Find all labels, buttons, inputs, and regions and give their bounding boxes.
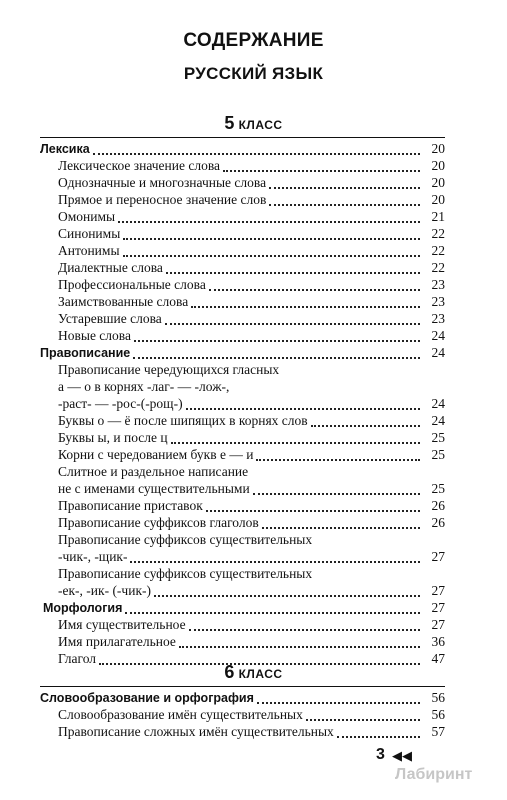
dot-leader — [171, 442, 420, 444]
dot-leader — [154, 595, 420, 597]
toc-entry[interactable] — [40, 344, 445, 361]
toc-entry-title: -раст- — -рос-(-рощ-) — [58, 396, 183, 411]
grade-5-number: 5 — [224, 113, 235, 133]
toc-entry-page: 22 — [431, 260, 445, 275]
dot-leader — [93, 153, 420, 155]
dot-leader — [118, 221, 420, 223]
toc-entry[interactable] — [40, 174, 445, 191]
dot-leader — [262, 527, 420, 529]
toc-entry-title: Имя прилагательное — [58, 634, 176, 649]
dot-leader — [130, 561, 420, 563]
subject-title: РУССКИЙ ЯЗЫК — [183, 64, 324, 83]
dot-leader — [253, 493, 420, 495]
toc-entry[interactable] — [40, 395, 445, 412]
toc-entry[interactable] — [40, 706, 445, 723]
toc-entry-title: Антонимы — [58, 243, 120, 258]
dot-leader — [123, 255, 420, 257]
toc-entry-page: 26 — [431, 515, 445, 530]
toc-entry[interactable] — [40, 429, 445, 446]
arrow-left-icon: ◀◀ — [392, 748, 412, 763]
page-number: 3 — [376, 746, 385, 763]
toc-entry[interactable] — [40, 276, 445, 293]
toc-entry-title: не с именами существительными — [58, 481, 250, 496]
toc-entry-page: 25 — [431, 447, 445, 462]
grade-5-heading — [0, 113, 507, 134]
toc-entry[interactable] — [40, 723, 445, 740]
toc-entry-page: 25 — [431, 430, 445, 445]
dot-leader — [166, 272, 420, 274]
toc-entry-title: Словообразование и орфография — [40, 691, 254, 705]
toc-entry-title: Новые слова — [58, 328, 131, 343]
toc-entry-title: Омонимы — [58, 209, 116, 224]
toc-entry-title: Однозначные и многозначные слова — [58, 175, 267, 190]
toc-entry[interactable] — [40, 548, 445, 565]
dot-leader — [134, 340, 420, 342]
toc-entry-page: 24 — [431, 328, 445, 343]
grade-6-heading — [0, 662, 507, 683]
toc-entry-title[interactable]: Правописание чередующихся гласных — [58, 362, 280, 377]
toc-entry-page: 22 — [431, 243, 445, 258]
toc-entry-title: Лексическое значение слова — [58, 158, 221, 173]
toc-entry-page: 24 — [431, 345, 445, 360]
toc-entry[interactable] — [40, 293, 445, 310]
toc-entry[interactable] — [40, 208, 445, 225]
toc-entry[interactable] — [40, 327, 445, 344]
dot-leader — [165, 323, 420, 325]
toc-entry-page: 27 — [431, 549, 445, 564]
dot-leader — [133, 357, 420, 359]
toc-entry-title: Лексика — [40, 142, 90, 156]
toc-entry[interactable] — [40, 157, 445, 174]
toc-entry[interactable] — [40, 616, 445, 633]
section-divider — [40, 686, 445, 687]
toc-entry-title[interactable]: Слитное и раздельное написание — [58, 464, 249, 479]
dot-leader — [311, 425, 420, 427]
toc-entry-title: Глагол — [58, 651, 97, 666]
toc-entry-title: Имя существительное — [58, 617, 186, 632]
toc-entry-page: 27 — [431, 617, 445, 632]
toc-entry-title: Профессиональные слова — [58, 277, 206, 292]
toc-entry[interactable] — [40, 225, 445, 242]
toc-entry[interactable] — [40, 242, 445, 259]
toc-entry-page: 36 — [431, 634, 445, 649]
dot-leader — [125, 612, 420, 614]
toc-entry[interactable] — [40, 599, 445, 616]
toc-entry-page: 25 — [431, 481, 445, 496]
toc-entry[interactable] — [40, 480, 445, 497]
section-divider — [40, 137, 445, 138]
dot-leader — [186, 408, 420, 410]
toc-entry-title: Прямое и переносное значение слов — [58, 192, 267, 207]
toc-entry[interactable] — [40, 310, 445, 327]
toc-entry[interactable] — [40, 633, 445, 650]
dot-leader — [269, 204, 420, 206]
toc-entry-title: -чик-, -щик- — [58, 549, 128, 564]
toc-entry-title: Буквы ы, и после ц — [58, 430, 168, 445]
toc-entry-page: 20 — [431, 175, 445, 190]
dot-leader — [269, 187, 420, 189]
dot-leader — [123, 238, 420, 240]
toc-entry-page: 56 — [431, 690, 445, 705]
toc-entry-page: 20 — [431, 141, 445, 156]
toc-entry-title: Заимствованные слова — [58, 294, 189, 309]
toc-entry-title: Устаревшие слова — [58, 311, 162, 326]
toc-entry-title: -ек-, -ик- (-чик-) — [58, 583, 151, 598]
toc-entry-title: Морфология — [43, 601, 123, 615]
toc-entry[interactable] — [40, 140, 445, 157]
dot-leader — [337, 736, 420, 738]
toc-entry-page: 21 — [431, 209, 445, 224]
toc-entry-title[interactable]: а — о в корнях -лаг- — -лож-, — [58, 379, 230, 394]
toc-entry-page: 56 — [431, 707, 445, 722]
toc-entry-title[interactable]: Правописание суффиксов существительных — [58, 532, 313, 547]
dot-leader — [256, 459, 420, 461]
toc-entry-page: 20 — [431, 192, 445, 207]
toc-entry-page: 57 — [431, 724, 445, 739]
page-title: СОДЕРЖАНИЕ — [183, 30, 324, 51]
toc-entry[interactable] — [40, 689, 445, 706]
grade-5-word: КЛАСС — [238, 118, 283, 132]
dot-leader — [206, 510, 420, 512]
toc-entry-title: Синонимы — [58, 226, 121, 241]
watermark-logo: Лабиринт — [395, 766, 473, 783]
toc-entry-page: 23 — [431, 277, 445, 292]
grade-6-number: 6 — [224, 662, 235, 682]
grade-6-word: КЛАСС — [238, 667, 283, 681]
toc-entry-title: Правописание — [40, 346, 131, 360]
toc-entry-title: Правописание суффиксов глаголов — [58, 515, 259, 530]
dot-leader — [189, 629, 420, 631]
toc-entry-title[interactable]: Правописание суффиксов существительных — [58, 566, 313, 581]
toc-entry[interactable] — [40, 191, 445, 208]
toc-entry[interactable] — [40, 582, 445, 599]
toc-entry-page: 24 — [431, 413, 445, 428]
toc-entry-title: Правописание сложных имён существительных — [58, 724, 334, 739]
toc-entry[interactable] — [40, 412, 445, 429]
toc-entry-page: 22 — [431, 226, 445, 241]
toc-entry-title: Корни с чередованием букв е — и — [58, 447, 254, 462]
dot-leader — [179, 646, 420, 648]
toc-entry-title: Диалектные слова — [58, 260, 163, 275]
toc-entry-page: 20 — [431, 158, 445, 173]
dot-leader — [257, 702, 420, 704]
toc-entry-page: 27 — [431, 600, 445, 615]
toc-entry-title: Правописание приставок — [58, 498, 203, 513]
dot-leader — [306, 719, 420, 721]
toc-entry-title: Словообразование имён существительных — [58, 707, 303, 722]
toc-entry-page: 23 — [431, 311, 445, 326]
toc-entry-title: Буквы о — ё после шипящих в корнях слов — [58, 413, 308, 428]
toc-entry-page: 27 — [431, 583, 445, 598]
toc-entry[interactable] — [40, 446, 445, 463]
toc-entry[interactable] — [40, 497, 445, 514]
toc-entry[interactable] — [40, 259, 445, 276]
toc-entry-page: 24 — [431, 396, 445, 411]
dot-leader — [191, 306, 420, 308]
toc-entry[interactable] — [40, 514, 445, 531]
dot-leader — [209, 289, 420, 291]
toc-entry-page: 23 — [431, 294, 445, 309]
toc-entry-page: 47 — [431, 651, 445, 666]
dot-leader — [223, 170, 420, 172]
toc-entry-page: 26 — [431, 498, 445, 513]
